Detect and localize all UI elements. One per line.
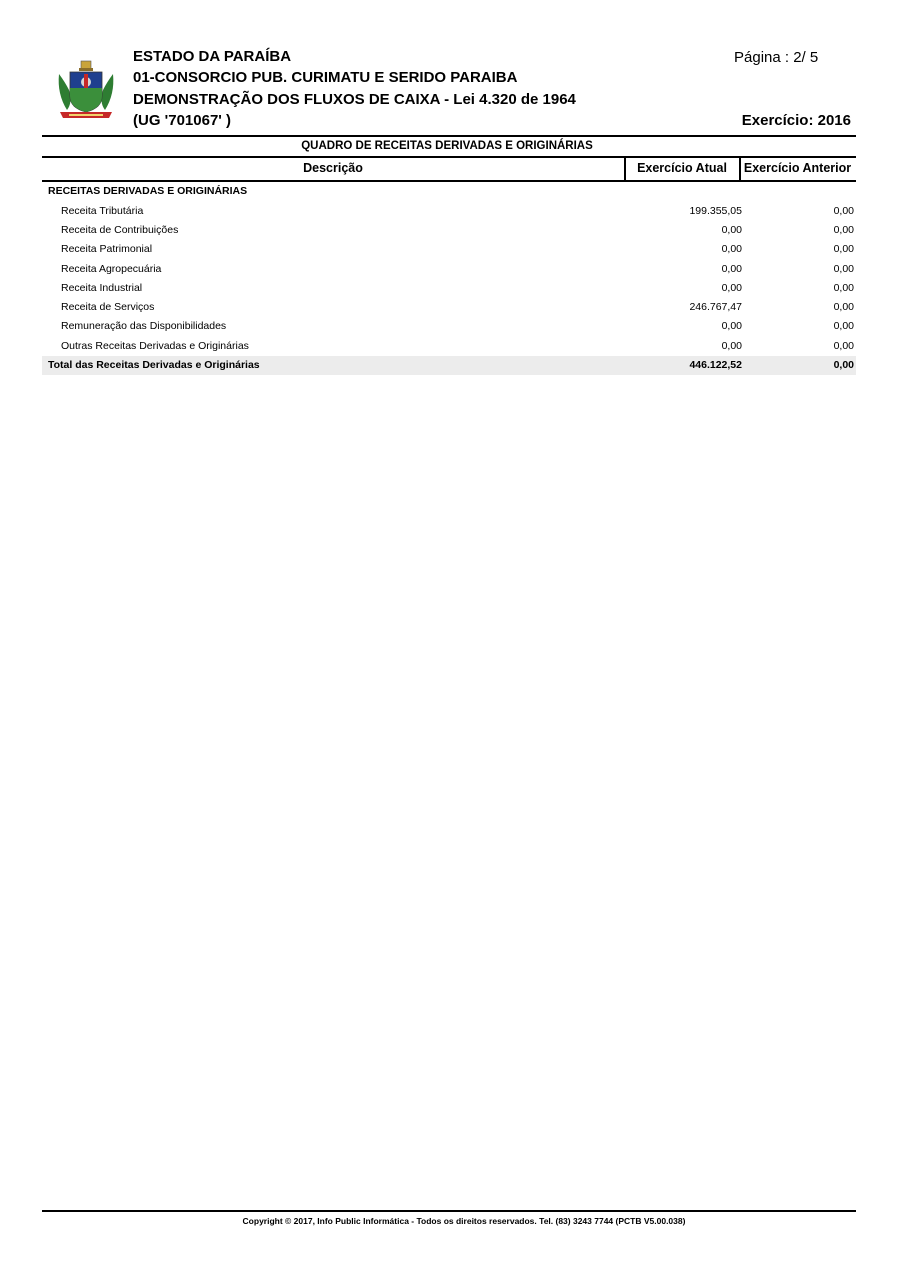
report-title: DEMONSTRAÇÃO DOS FLUXOS DE CAIXA - Lei 4.320 de 1964 [133, 91, 576, 108]
table-title: QUADRO DE RECEITAS DERIVADAS E ORIGINÁRIAS [301, 140, 593, 152]
row-current-value: 199.355,05 [689, 205, 742, 217]
row-previous-value: 0,00 [833, 320, 854, 332]
row-label: Receita Patrimonial [61, 243, 153, 255]
table-row [42, 221, 856, 240]
row-current-value: 0,00 [721, 263, 742, 275]
table-row [42, 337, 856, 356]
total-row [42, 356, 856, 375]
column-header-previous: Exercício Anterior [743, 161, 852, 175]
row-label: Receita Agropecuária [61, 263, 162, 275]
paraiba-coat-of-arms-icon [55, 60, 117, 120]
row-label: Receita de Serviços [61, 301, 155, 313]
table-top-border [42, 156, 856, 158]
row-previous-value: 0,00 [833, 340, 854, 352]
copyright-text: Copyright © 2017, Info Public Informática - Todos os direitos reservados. Tel. (83) 3243 7744 (PCTB V5.00.038) [242, 1216, 686, 1226]
table-row [42, 298, 856, 317]
row-current-value: 0,00 [721, 340, 742, 352]
row-current-value: 0,00 [721, 282, 742, 294]
entity-name: 01-CONSORCIO PUB. CURIMATU E SERIDO PARAIBA [133, 69, 518, 86]
table-row [42, 317, 856, 336]
row-previous-value: 0,00 [833, 205, 854, 217]
total-previous-value: 0,00 [833, 359, 854, 371]
table-row [42, 240, 856, 259]
column-header-description: Descrição [303, 161, 363, 175]
row-current-value: 246.767,47 [689, 301, 742, 313]
total-label: Total das Receitas Derivadas e Originárias [48, 359, 260, 371]
page-number: Página : 2/ 5 [734, 49, 819, 66]
row-label: Receita Industrial [61, 282, 143, 294]
row-previous-value: 0,00 [833, 243, 854, 255]
row-current-value: 0,00 [721, 243, 742, 255]
row-previous-value: 0,00 [833, 301, 854, 313]
row-label: Outras Receitas Derivadas e Originárias [61, 340, 249, 352]
row-current-value: 0,00 [721, 224, 742, 236]
table-header-border [42, 180, 856, 182]
row-label: Receita Tributária [61, 205, 144, 217]
row-previous-value: 0,00 [833, 224, 854, 236]
row-label: Remuneração das Disponibilidades [61, 320, 227, 332]
section-heading: RECEITAS DERIVADAS E ORIGINÁRIAS [48, 185, 248, 197]
table-row [42, 202, 856, 221]
row-label: Receita de Contribuições [61, 224, 179, 236]
footer-divider [42, 1210, 856, 1212]
ug-code: (UG '701067' ) [133, 112, 232, 129]
state-name: ESTADO DA PARAÍBA [133, 48, 292, 65]
column-header-current: Exercício Atual [637, 161, 727, 175]
table-row [42, 279, 856, 298]
table-row [42, 260, 856, 279]
row-previous-value: 0,00 [833, 282, 854, 294]
exercise-year: Exercício: 2016 [741, 112, 851, 129]
row-previous-value: 0,00 [833, 263, 854, 275]
row-current-value: 0,00 [721, 320, 742, 332]
header-divider [42, 135, 856, 137]
total-current-value: 446.122,52 [689, 359, 742, 371]
